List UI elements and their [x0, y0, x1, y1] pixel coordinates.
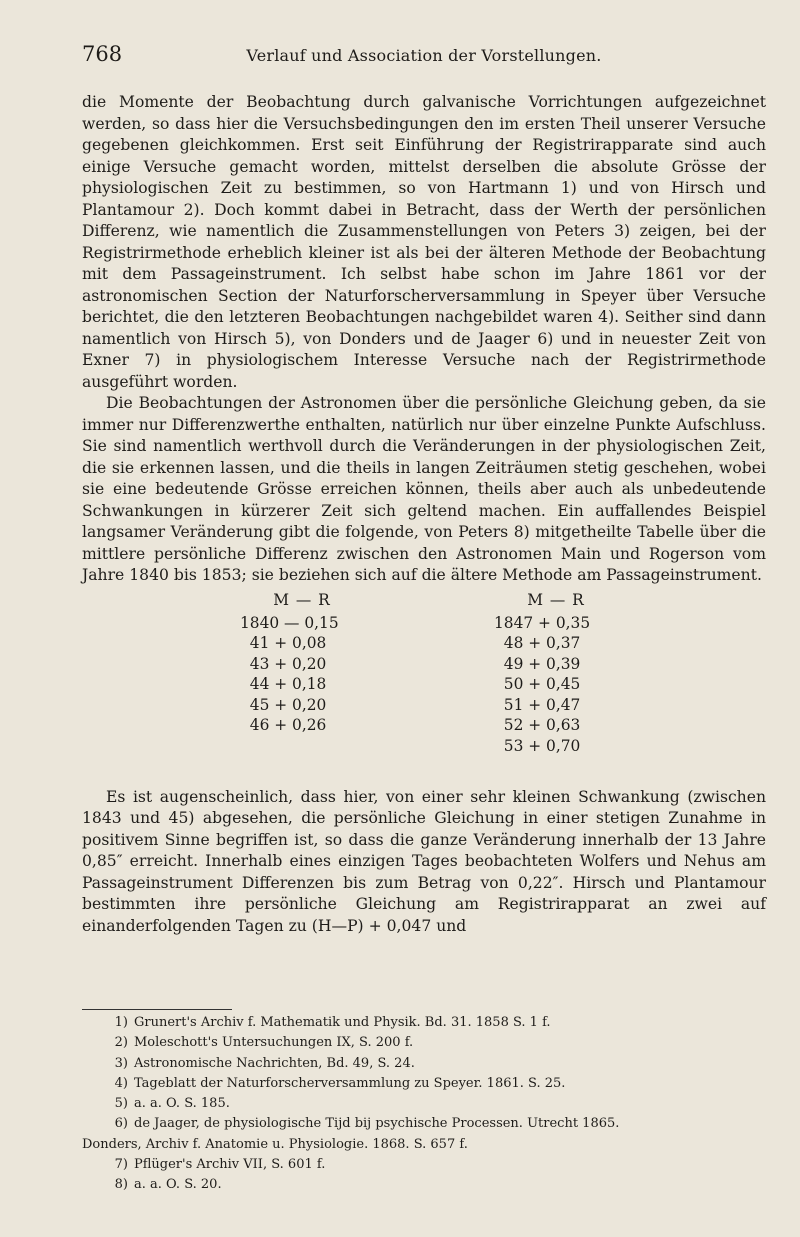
footnote-mark: 5) — [114, 1096, 128, 1112]
table-header-right: M — R — [527, 590, 585, 609]
footnote-mark: 2) — [114, 1035, 128, 1051]
footnote-mark: 4) — [114, 1075, 128, 1091]
table-column-right — [494, 591, 618, 758]
table-row: 46 + 0,26 — [240, 716, 327, 734]
table-row: 50 + 0,45 — [494, 675, 581, 693]
footnote — [82, 1013, 766, 1033]
footnote-continuation — [82, 1135, 766, 1155]
table-row: 41 + 0,08 — [240, 634, 327, 652]
footnote-text: de Jaager, de physiologische Tijd bij psychische Processen. Utrecht 1865. — [134, 1116, 620, 1132]
table-row: 48 + 0,37 — [494, 634, 581, 652]
footnote-mark: 6) — [114, 1116, 128, 1132]
table-row: 49 + 0,39 — [494, 654, 581, 673]
footnote-mark: 8) — [114, 1177, 128, 1193]
page-header — [82, 42, 766, 78]
paragraph-2: Die Beobachtungen der Astronomen über die persönliche Gleichung geben, da sie immer nur Differenzwerthe enthalten, natürlich nur über einzelne Punkte Aufschluss. Sie sind namentlich werthvoll durch die Veränderungen in der physiologischen Zeit, die sie erkennen lassen, und die theils in langen Zeiträumen stetig geschehen, wobei sie eine bedeutende Grösse erreichen können, theils aber auch als unbedeutende Schwankungen in kürzerer Zeit sich geltend machen. Ein auffallendes Beispiel langsamer Veränderung gibt die folgende, von Peters 8) mitgetheilte Tabelle über die mittlere persönliche Differenz zwischen den Astronomen Main und Rogerson vom Jahre 1840 bis 1853; sie beziehen sich auf die ältere Methode am Passageinstrument. — [82, 394, 766, 584]
footnote — [82, 1094, 766, 1114]
table-row: 44 + 0,18 — [240, 675, 327, 693]
table-column-left — [240, 591, 364, 737]
footnote-divider — [82, 1009, 232, 1010]
footnote — [82, 1155, 766, 1175]
footnote-mark: 1) — [114, 1015, 128, 1030]
footnote-text: Grunert's Archiv f. Mathematik und Physik. Bd. 31. 1858 S. 1 f. — [134, 1015, 551, 1030]
table-row: 53 + 0,70 — [494, 736, 581, 755]
footnote-text: a. a. O. S. 185. — [134, 1096, 230, 1112]
footnote — [82, 1074, 766, 1094]
footnote-text: Moleschott's Untersuchungen IX, S. 200 f. — [134, 1035, 414, 1051]
footnote — [82, 1033, 766, 1053]
footnote-text: Astronomische Nachrichten, Bd. 49, S. 24. — [134, 1055, 415, 1071]
table-header-left: M — R — [273, 590, 331, 609]
paragraph-1: die Momente der Beobachtung durch galvanische Vorrichtungen aufgezeichnet werden, so dass hier die Versuchsbedingungen den im ersten Theil unserer Versuche gegebenen gleichkommen. Erst seit Einführung der Registrirapparate sind auch einige Versuche gemacht worden, mittelst derselben die absolute Grösse der physiologischen Zeit zu bestimmen, so von Hartmann 1) und von Hirsch und Plantamour 2). Doch kommt dabei in Betracht, dass der Werth der persönlichen Differenz, wie namentlich die Zusammenstellungen von Peters 3) zeigen, bei der Registrirmethode erheblich kleiner ist als bei der älteren Methode der Beobachtung mit dem Passageinstrument. Ich selbst habe schon im Jahre 1861 vor der astronomischen Section der Naturforscherversammlung in Speyer über Versuche berichtet, die den letzteren Beobachtungen nachgebildet waren 4). Seither sind dann namentlich von Hirsch 5), von Donders und de Jaager 6) und in neuester Zeit von Exner 7) in physiologischem Interesse Versuche nach der Registrirmethode ausgeführt worden. — [82, 93, 766, 391]
footnote-mark: 3) — [114, 1055, 128, 1071]
table-row: 1847 + 0,35 — [494, 613, 591, 632]
paragraph-3: Es ist augenscheinlich, dass hier, von einer sehr kleinen Schwankung (zwischen 1843 und 45) abgesehen, die persönliche Gleichung in einer stetigen Zunahme in positivem Sinne begriffen ist, so dass die ganze Veränderung innerhalb der 13 Jahre 0,85″ erreicht. Innerhalb eines einzigen Tages beobachteten Wolfers und Nehus am Passageinstrument Differenzen bis zum Betrag von 0,22″. Hirsch und Plantamour bestimmten ihre persönliche Gleichung am Registrirapparat an zwei auf einanderfolgenden Tagen zu (H—P) + 0,047 und — [82, 787, 766, 935]
page-number: 768 — [82, 42, 123, 66]
footnote — [82, 1054, 766, 1074]
table-row: 52 + 0,63 — [494, 716, 581, 734]
footnote-text: a. a. O. S. 20. — [134, 1177, 222, 1193]
footnote-text: Donders, Archiv f. Anatomie u. Physiologie. 1868. S. 657 f. — [82, 1136, 468, 1152]
footnotes — [82, 1013, 766, 1196]
footnote — [82, 1114, 766, 1134]
table-row: 51 + 0,47 — [494, 695, 581, 714]
table-row: 43 + 0,20 — [240, 654, 327, 673]
footnote-text: Pflüger's Archiv VII, S. 601 f. — [134, 1157, 326, 1173]
footnote — [82, 1175, 766, 1195]
footnote-mark: 7) — [114, 1157, 128, 1173]
data-table — [82, 591, 766, 781]
running-title: Verlauf und Association der Vorstellungen. — [246, 46, 602, 65]
footnote-text: Tageblatt der Naturforscherversammlung zu Speyer. 1861. S. 25. — [134, 1075, 566, 1091]
table-row: 45 + 0,20 — [240, 695, 327, 714]
main-text — [82, 92, 766, 937]
table-row: 1840 — 0,15 — [240, 613, 339, 632]
